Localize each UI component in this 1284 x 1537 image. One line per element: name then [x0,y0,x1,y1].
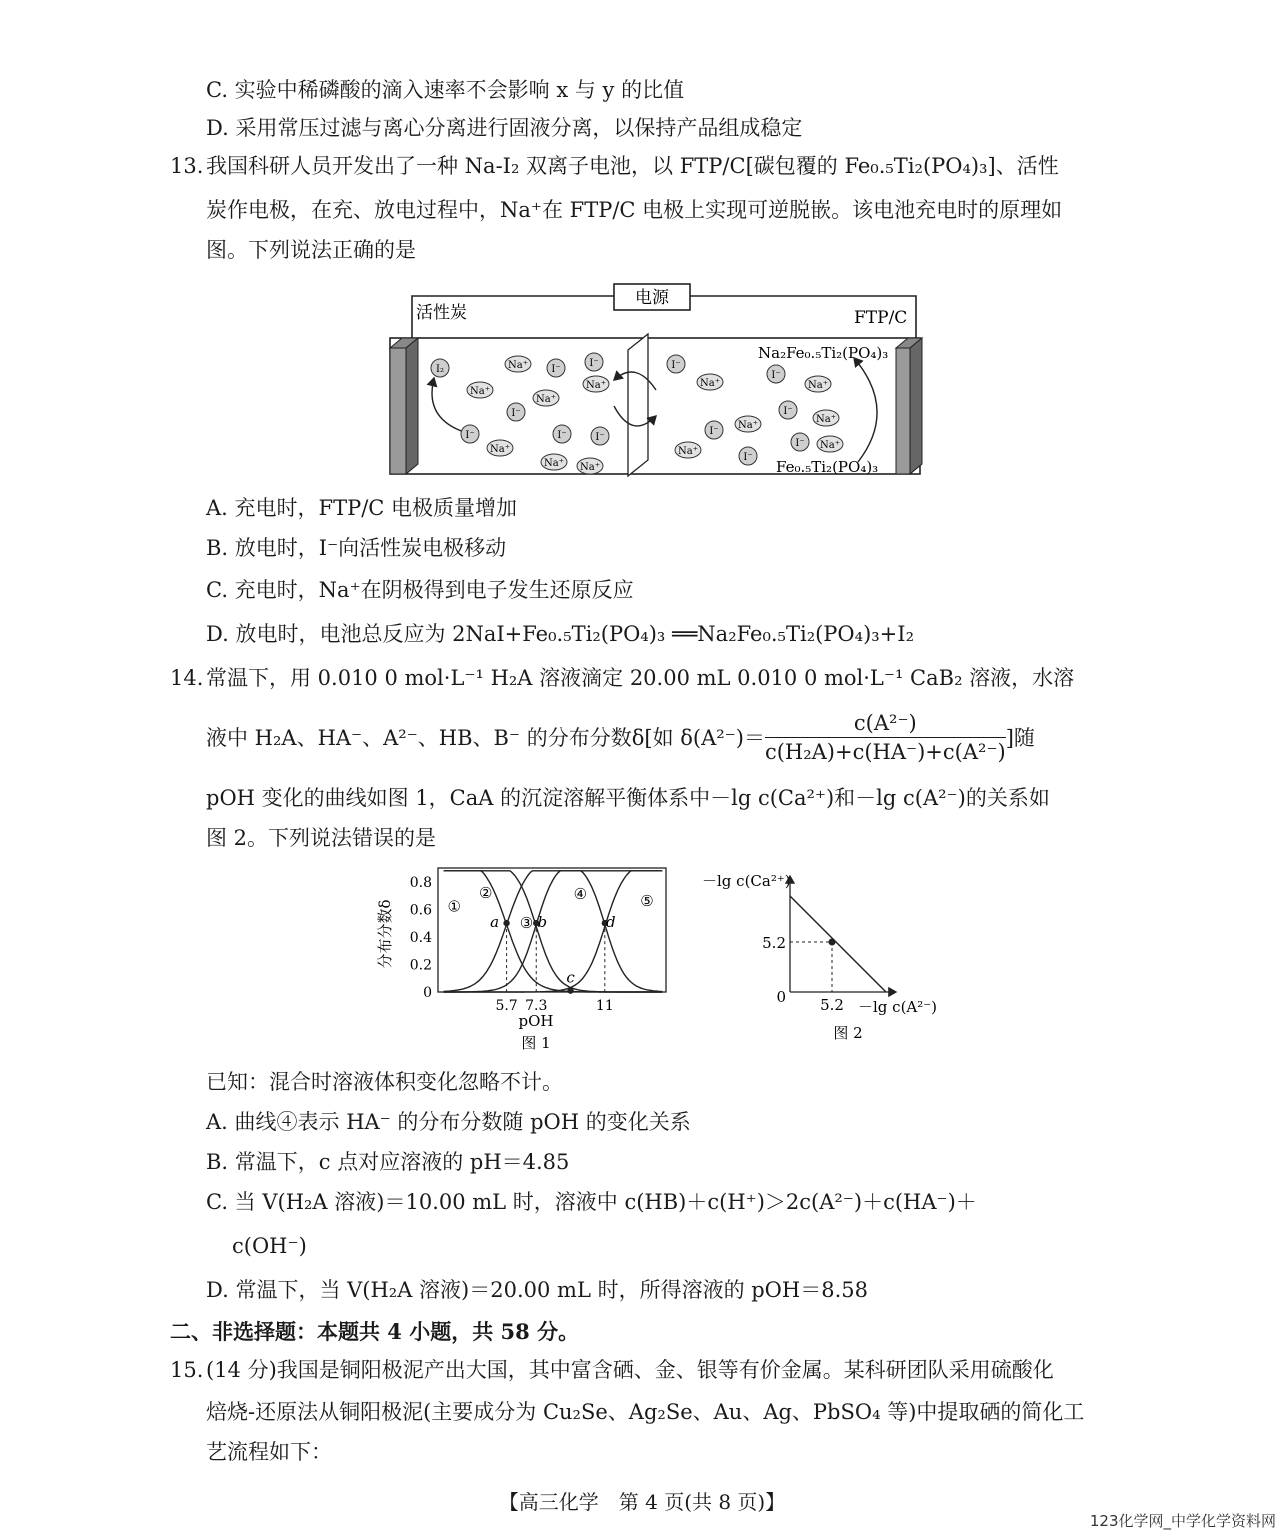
fig1-curve-label: ① [447,897,461,916]
iminus-label: I⁻ [465,430,475,441]
fig2-ytick: 5.2 [762,934,786,952]
q15-stem-line1: (14 分)我国是铜阳极泥产出大国，其中富含硒、金、银等有价金属。某科研团队采用硫酸化 [206,1358,1054,1382]
ftp-c-label: FTP/C [854,308,908,328]
fig2-xtick: 5.2 [820,996,844,1014]
fig1-xtick: 5.7 [495,998,518,1014]
fig2-line [790,896,886,992]
q14-option-d: D. 常温下，当 V(H₂A 溶液)＝20.00 mL 时，所得溶液的 pOH＝8.58 [206,1278,868,1302]
iminus-label: I⁻ [671,360,681,371]
q14-stem-line3: pOH 变化的曲线如图 1，CaA 的沉淀溶解平衡体系中－lg c(Ca²⁺)和－lg c(A²⁻)的关系如 [206,786,1050,810]
fig2-point [829,939,836,946]
fig1-point-label: d [606,913,616,932]
q12-option-c: C. 实验中稀磷酸的滴入速率不会影响 x 与 y 的比值 [206,78,685,102]
q14-number: 14. [170,666,204,690]
iminus-label: I⁻ [771,370,781,381]
fig1-ytick: 0.2 [409,957,432,974]
iminus-label: I⁻ [795,438,805,449]
q14-stem-line4: 图 2。下列说法错误的是 [206,826,437,850]
fig1-point-label: c [566,968,575,987]
formula-top-right: Na₂Fe₀.₅Ti₂(PO₄)₃ [758,344,889,362]
iminus-label: I⁻ [511,408,521,419]
q14-stem-line1: 常温下，用 0.010 0 mol·L⁻¹ H₂A 溶液滴定 20.00 mL 0.010 0 mol·L⁻¹ CaB₂ 溶液，水溶 [206,666,1075,690]
fig1-ylabel: 分布分数δ [376,899,394,969]
fig1-point [503,920,509,926]
na-label: Na⁺ [508,360,528,371]
iminus-label: I⁻ [743,452,753,463]
curve-3 [444,871,663,992]
q14-stem-line2-text: 液中 H₂A、HA⁻、A²⁻、HB、B⁻ 的分布分数δ[如 δ(A²⁻)＝ [206,726,765,750]
fig1-xtick: 7.3 [525,998,548,1014]
na-label: Na⁺ [808,380,828,391]
na-label: Na⁺ [586,380,606,391]
watermark: 123化学网_中学化学资料网 [1089,1512,1276,1530]
fig1-curve-label: ④ [573,885,588,904]
q14-option-a: A. 曲线④表示 HA⁻ 的分布分数随 pOH 的变化关系 [206,1110,691,1134]
q14-stem-line2 [206,710,1035,766]
fraction-denominator: c(H₂A)+c(HA⁻)+c(A²⁻) [764,740,1006,764]
q14-stem-line2-end: ]随 [1005,726,1035,750]
iminus-label: I⁻ [551,364,561,375]
section-2-heading: 二、非选择题：本题共 4 小题，共 58 分。 [170,1319,580,1344]
iminus-label: I⁻ [589,358,599,369]
page-footer: 【高三化学 第 4 页(共 8 页)】 [498,1490,786,1514]
q13-stem-line1: 我国科研人员开发出了一种 Na-I₂ 双离子电池，以 FTP/C[碳包覆的 Fe₀.₅Ti₂(PO₄)₃]、活性 [206,154,1059,178]
battery-diagram [386,280,932,480]
q14-option-c-line1: C. 当 V(H₂A 溶液)＝10.00 mL 时，溶液中 c(HB)＋c(H⁺)＞2c(A²⁻)＋c(HA⁻)＋ [206,1190,977,1214]
q15-number: 15. [170,1358,204,1382]
formula-bottom-right: Fe₀.₅Ti₂(PO₄)₃ [776,458,879,476]
q15-stem-line3: 艺流程如下： [206,1440,332,1464]
q13-option-d: D. 放电时，电池总反应为 2NaI+Fe₀.₅Ti₂(PO₄)₃ ══Na₂Fe₀.₅Ti₂(PO₄)₃+I₂ [206,622,914,646]
fig1-point-label: b [537,913,548,932]
fig1-curve-label: ② [479,883,493,902]
fig1-ytick: 0.6 [409,902,432,919]
na-label: Na⁺ [700,378,720,389]
na-label: Na⁺ [816,414,836,425]
curve-2 [444,871,663,992]
fig1-curve-label: ③ [519,914,534,933]
fig1-xtick: 11 [595,998,614,1014]
q14-option-c-line2: c(OH⁻) [232,1234,307,1258]
q12-option-d: D. 采用常压过滤与离心分离进行固液分离，以保持产品组成稳定 [206,116,803,140]
q13-stem-line3: 图。下列说法正确的是 [206,238,416,262]
figure-2-solubility-chart [700,864,950,1044]
na-label: Na⁺ [490,444,510,455]
q13-stem-line2: 炭作电极，在充、放电过程中，Na⁺在 FTP/C 电极上实现可逆脱嵌。该电池充电时的原理如 [206,198,1063,222]
iminus-label: I⁻ [783,406,793,417]
q13-option-b: B. 放电时，I⁻向活性炭电极移动 [206,536,507,560]
curve-5 [444,871,663,992]
power-label: 电源 [635,288,669,308]
separator-membrane [628,334,648,476]
iminus-label: I⁻ [595,432,605,443]
delta-fraction [765,711,1006,764]
figure-1-distribution-chart [376,864,676,1056]
q13-option-c: C. 充电时，Na⁺在阴极得到电子发生还原反应 [206,578,634,602]
fig2-xlabel: －lg c(A²⁻) [858,998,938,1016]
iminus-label: I⁻ [709,426,719,437]
fig1-xlabel: pOH [518,1012,554,1030]
na-label: Na⁺ [470,386,490,397]
na-label: Na⁺ [738,420,758,431]
fig2-caption: 图 2 [833,1024,863,1042]
na-label: Na⁺ [678,446,698,457]
fig1-ytick: 0.4 [409,929,432,946]
na-label: Na⁺ [536,394,556,405]
q13-option-a: A. 充电时，FTP/C 电极质量增加 [206,496,518,520]
fig1-caption: 图 1 [521,1034,551,1052]
na-label: Na⁺ [820,440,840,451]
fig2-origin: 0 [776,988,786,1006]
q15-stem-line2: 焙烧-还原法从铜阳极泥(主要成分为 Cu₂Se、Ag₂Se、Au、Ag、PbSO₄ 等)中提取硒的简化工 [206,1400,1085,1424]
curve-1 [444,871,663,992]
i2-label: I₂ [436,364,444,375]
na-label: Na⁺ [580,462,600,473]
fig1-ytick: 0.8 [409,874,432,891]
fig1-point [567,987,573,993]
fig1-ytick: 0 [423,985,432,1001]
active-carbon-label: 活性炭 [416,303,467,323]
q13-number: 13. [170,154,204,178]
fig1-curve-label: ⑤ [640,892,654,911]
fig1-point-label: a [490,913,500,932]
iminus-label: I⁻ [557,430,567,441]
fraction-numerator: c(A²⁻) [765,711,1006,738]
curve-4 [444,871,663,992]
q14-known: 已知：混合时溶液体积变化忽略不计。 [206,1070,563,1094]
na-label: Na⁺ [544,458,564,469]
fig2-ylabel: －lg c(Ca²⁺) [702,872,791,890]
q14-option-b: B. 常温下，c 点对应溶液的 pH＝4.85 [206,1150,570,1174]
